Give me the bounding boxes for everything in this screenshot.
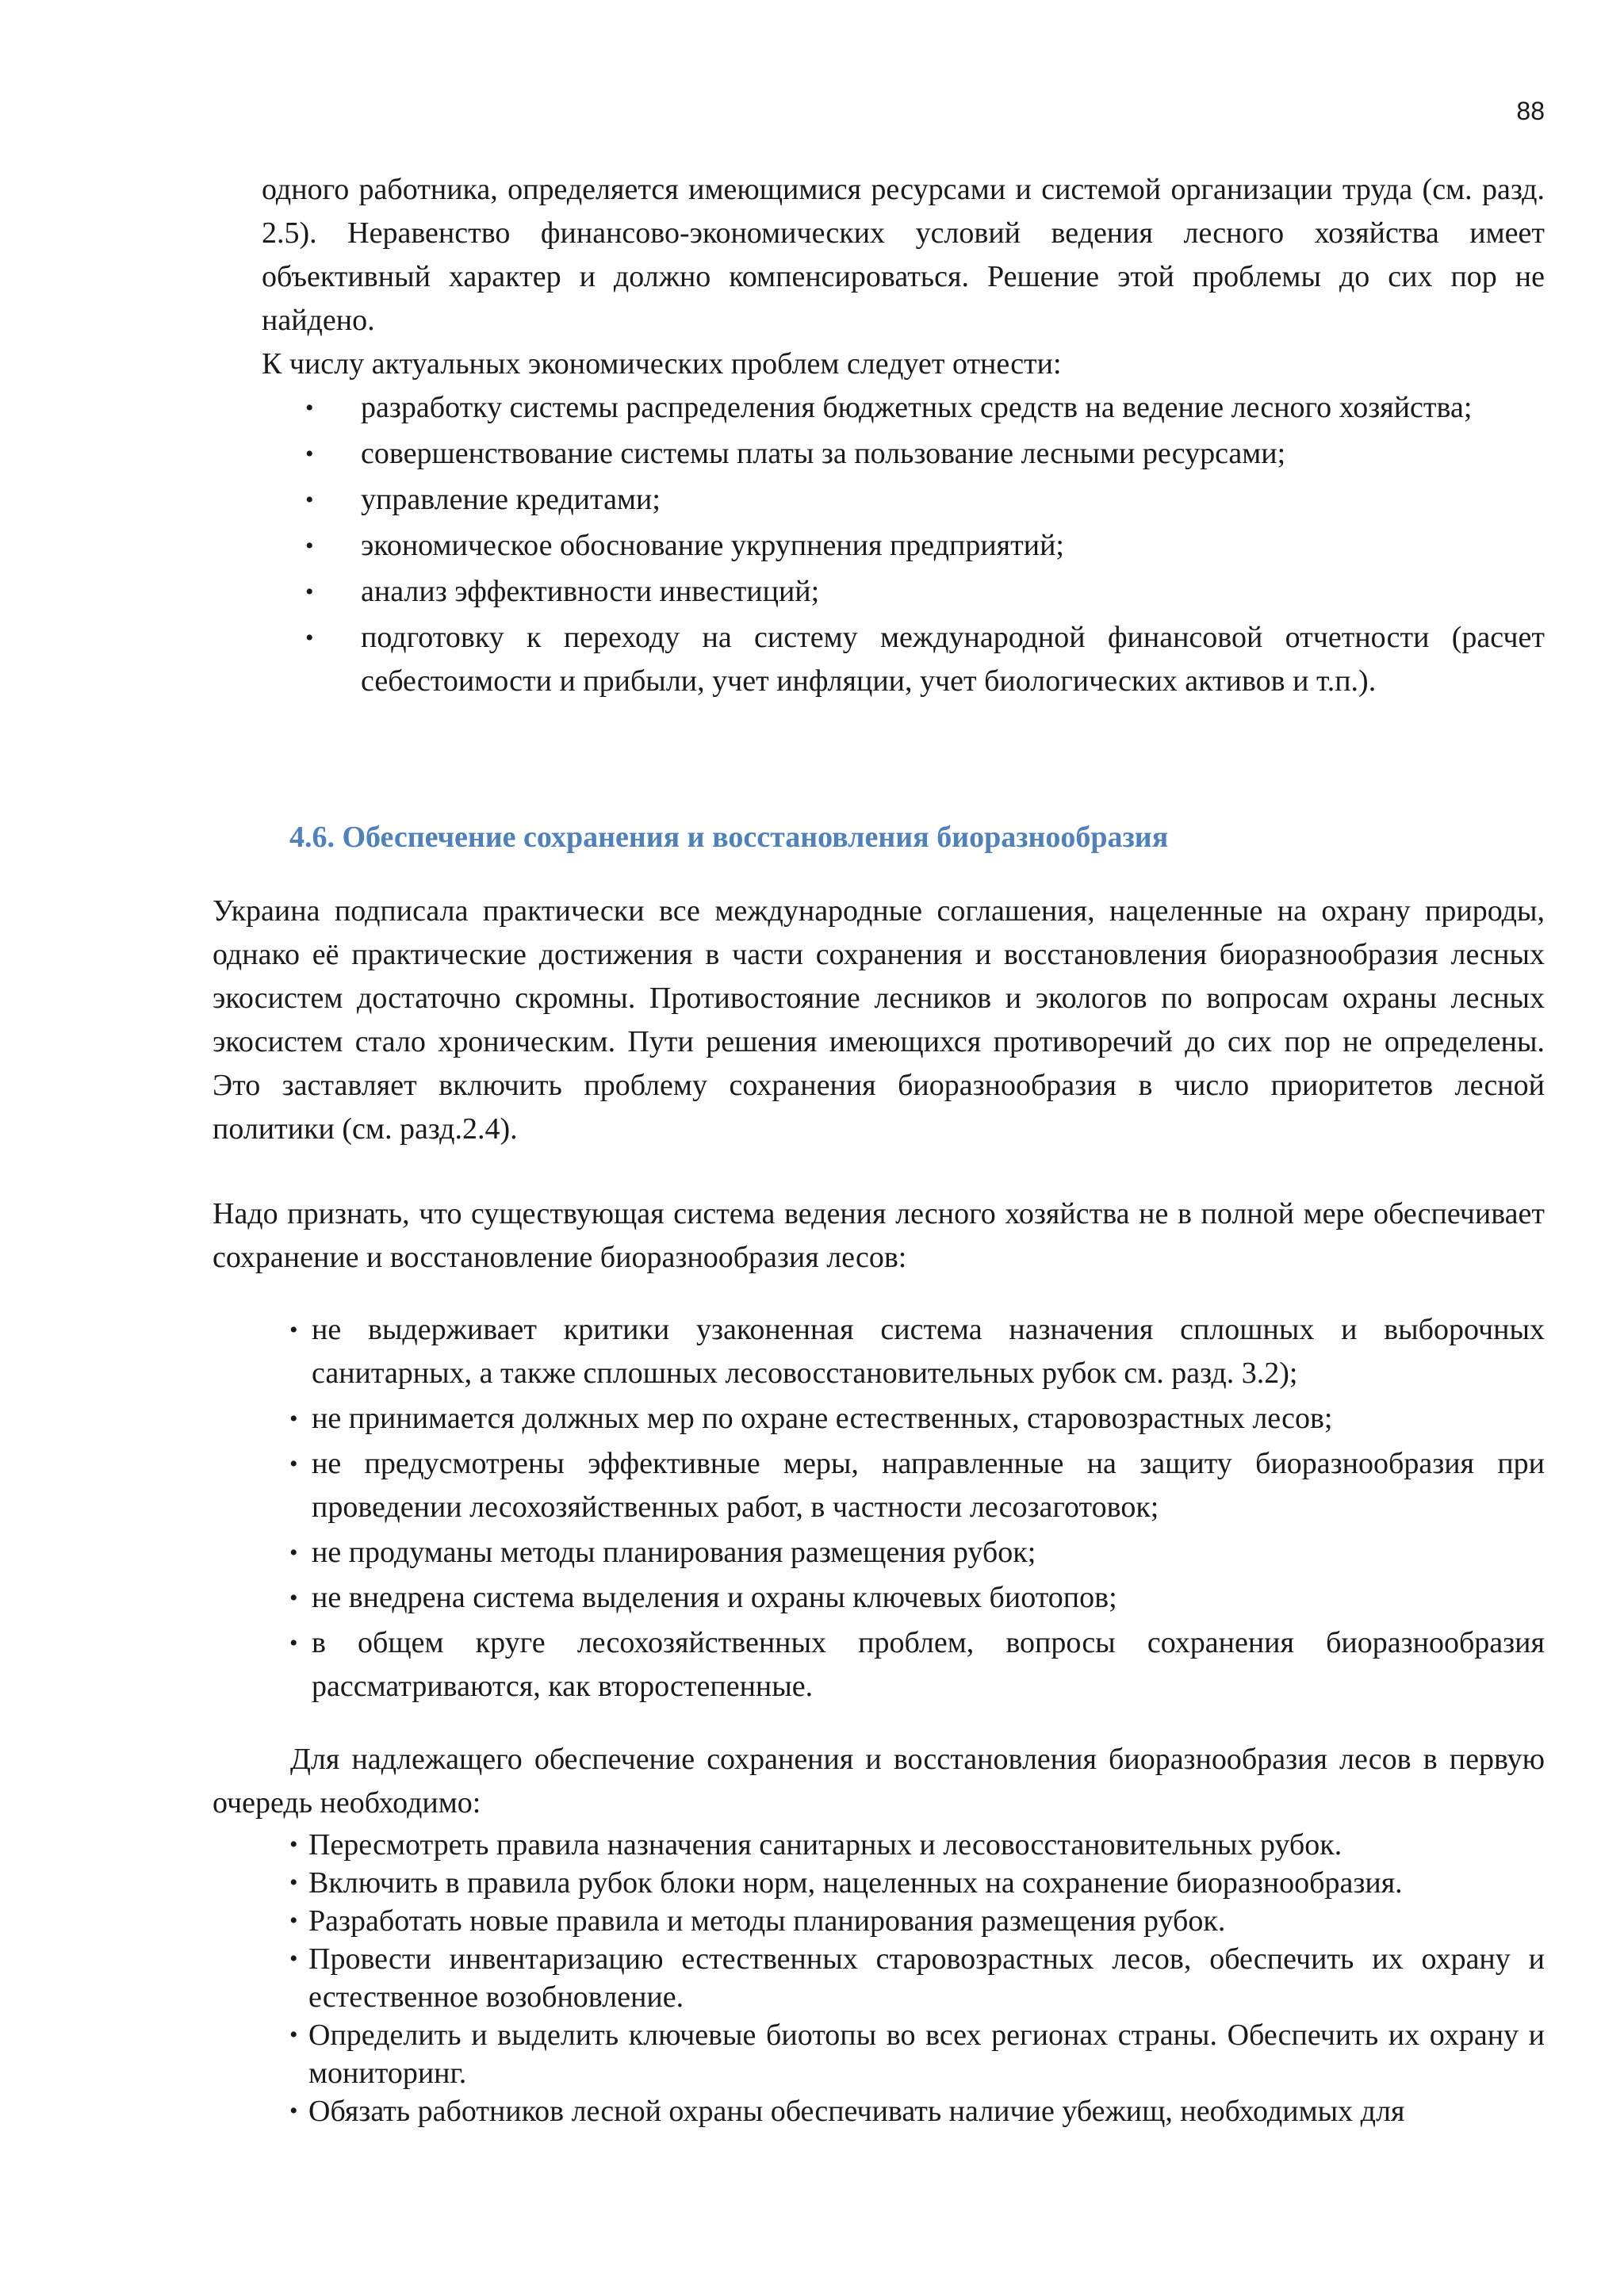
paragraph-needed: Для надлежащего обеспечение сохранения и восстановления биоразнообразия лесов в первую очередь необходимо: <box>213 1743 1545 1820</box>
economic-problems-list <box>305 386 1545 703</box>
bullet-icon: • <box>289 1585 298 1611</box>
list-item <box>305 432 1545 476</box>
list-item-text: Включить в правила рубок блоки норм, нацеленных на сохранение биоразнообразия. <box>308 1866 1403 1900</box>
list-item-text: не принимается должных мер по охране естественных, старовозрастных лесов; <box>312 1402 1333 1435</box>
list-item-text: не предусмотрены эффективные меры, направленные на защиту биоразнообразия при проведении лесохозяйственных работ, в частности лесозаготовок; <box>312 1447 1545 1524</box>
list-item-text: Определить и выделить ключевые биотопы во всех регионах страны. Обеспечить их охрану и мониторинг. <box>308 2019 1545 2090</box>
bullet-icon: • <box>305 625 314 651</box>
bullet-icon: • <box>289 1946 298 1972</box>
paragraph-intro: одного работника, определяется имеющимися ресурсами и системой организации труда (см. разд. 2.5). Неравенство финансово-экономических условий ведения лесного хозяйства имеет объективный характер и должно компенсироваться. Решение этой проблемы до сих пор не найдено. <box>262 173 1545 337</box>
bullet-icon: • <box>289 2022 298 2048</box>
bullet-icon: • <box>289 1630 298 1656</box>
list-item <box>289 1864 1545 1902</box>
bullet-icon: • <box>289 1451 298 1477</box>
shortcomings-list <box>289 1308 1545 1710</box>
paragraph-problems-lead: К числу актуальных экономических проблем следует отнести: <box>262 347 1062 381</box>
list-item <box>289 1621 1545 1709</box>
bullet-icon: • <box>305 441 314 467</box>
list-item-text: разработку системы распределения бюджетных средств на ведение лесного хозяйства; <box>361 391 1473 424</box>
list-item <box>289 1397 1545 1441</box>
list-item-text: не выдерживает критики узаконенная система назначения сплошных и выборочных санитарных, а также сплошных лесовосстановительных рубок см. разд. 3.2); <box>312 1313 1545 1390</box>
list-item <box>305 616 1545 703</box>
section-heading: 4.6. Обеспечение сохранения и восстановления биоразнообразия <box>289 821 1169 854</box>
bullet-icon: • <box>305 533 314 559</box>
paragraph-admit: Надо признать, что существующая система ведения лесного хозяйства не в полной мере обеспечивает сохранение и восстановление биоразнообразия лесов: <box>213 1197 1545 1274</box>
bullet-icon: • <box>289 1831 298 1858</box>
list-item-text: анализ эффективности инвестиций; <box>361 575 820 608</box>
bullet-icon: • <box>289 1869 298 1896</box>
list-item <box>289 1308 1545 1395</box>
list-item <box>289 1940 1545 2016</box>
list-item-text: управление кредитами; <box>361 483 661 516</box>
actions-list <box>289 1826 1545 2130</box>
bullet-icon: • <box>289 1317 298 1343</box>
list-item <box>289 1442 1545 1529</box>
list-item <box>289 2092 1545 2130</box>
list-item-text: экономическое обоснование укрупнения предприятий; <box>361 529 1064 562</box>
list-item <box>289 2016 1545 2092</box>
bullet-icon: • <box>305 395 314 421</box>
list-item-text: Провести инвентаризацию естественных старовозрастных лесов, обеспечить их охрану и естественное возобновление. <box>308 1942 1545 2014</box>
list-item-text: Обязать работников лесной охраны обеспечивать наличие убежищ, необходимых для <box>308 2095 1405 2128</box>
list-item <box>305 524 1545 568</box>
list-item-text: не внедрена система выделения и охраны ключевых биотопов; <box>312 1581 1117 1614</box>
list-item <box>289 1902 1545 1940</box>
list-item <box>289 1531 1545 1575</box>
list-item-text: подготовку к переходу на систему международной финансовой отчетности (расчет себестоимости и прибыли, учет инфляции, учет биологических активов и т.п.). <box>361 621 1545 698</box>
bullet-icon: • <box>289 2098 298 2124</box>
list-item-text: совершенствование системы платы за пользование лесными ресурсами; <box>361 437 1286 470</box>
list-item-text: Разработать новые правила и методы планирования размещения рубок. <box>308 1904 1226 1938</box>
paragraph-ukraine: Украина подписала практически все международные соглашения, нацеленные на охрану природы, однако её практические достижения в части сохранения и восстановления биоразнообразия лесных экосистем достаточно скромны. Противостояние лесников и экологов по вопросам охраны лесных экосистем стало хроническим. Пути решения имеющихся противоречий до сих пор не определены. Это заставляет включить проблему сохранения биоразнообразия в число приоритетов лесной политики (см. разд.2.4). <box>213 894 1545 1146</box>
bullet-icon: • <box>289 1908 298 1934</box>
bullet-icon: • <box>289 1406 298 1432</box>
bullet-icon: • <box>305 579 314 605</box>
list-item-text: не продуманы методы планирования размещения рубок; <box>312 1536 1036 1569</box>
list-item <box>289 1826 1545 1864</box>
list-item <box>305 386 1545 430</box>
list-item <box>305 478 1545 522</box>
bullet-icon: • <box>305 487 314 513</box>
page-number: 88 <box>1516 97 1545 125</box>
list-item-text: Пересмотреть правила назначения санитарных и лесовосстановительных рубок. <box>308 1828 1342 1862</box>
list-item <box>289 1576 1545 1620</box>
list-item <box>305 570 1545 614</box>
list-item-text: в общем круге лесохозяйственных проблем, вопросы сохранения биоразнообразия рассматриваются, как второстепенные. <box>312 1626 1545 1703</box>
bullet-icon: • <box>289 1540 298 1566</box>
